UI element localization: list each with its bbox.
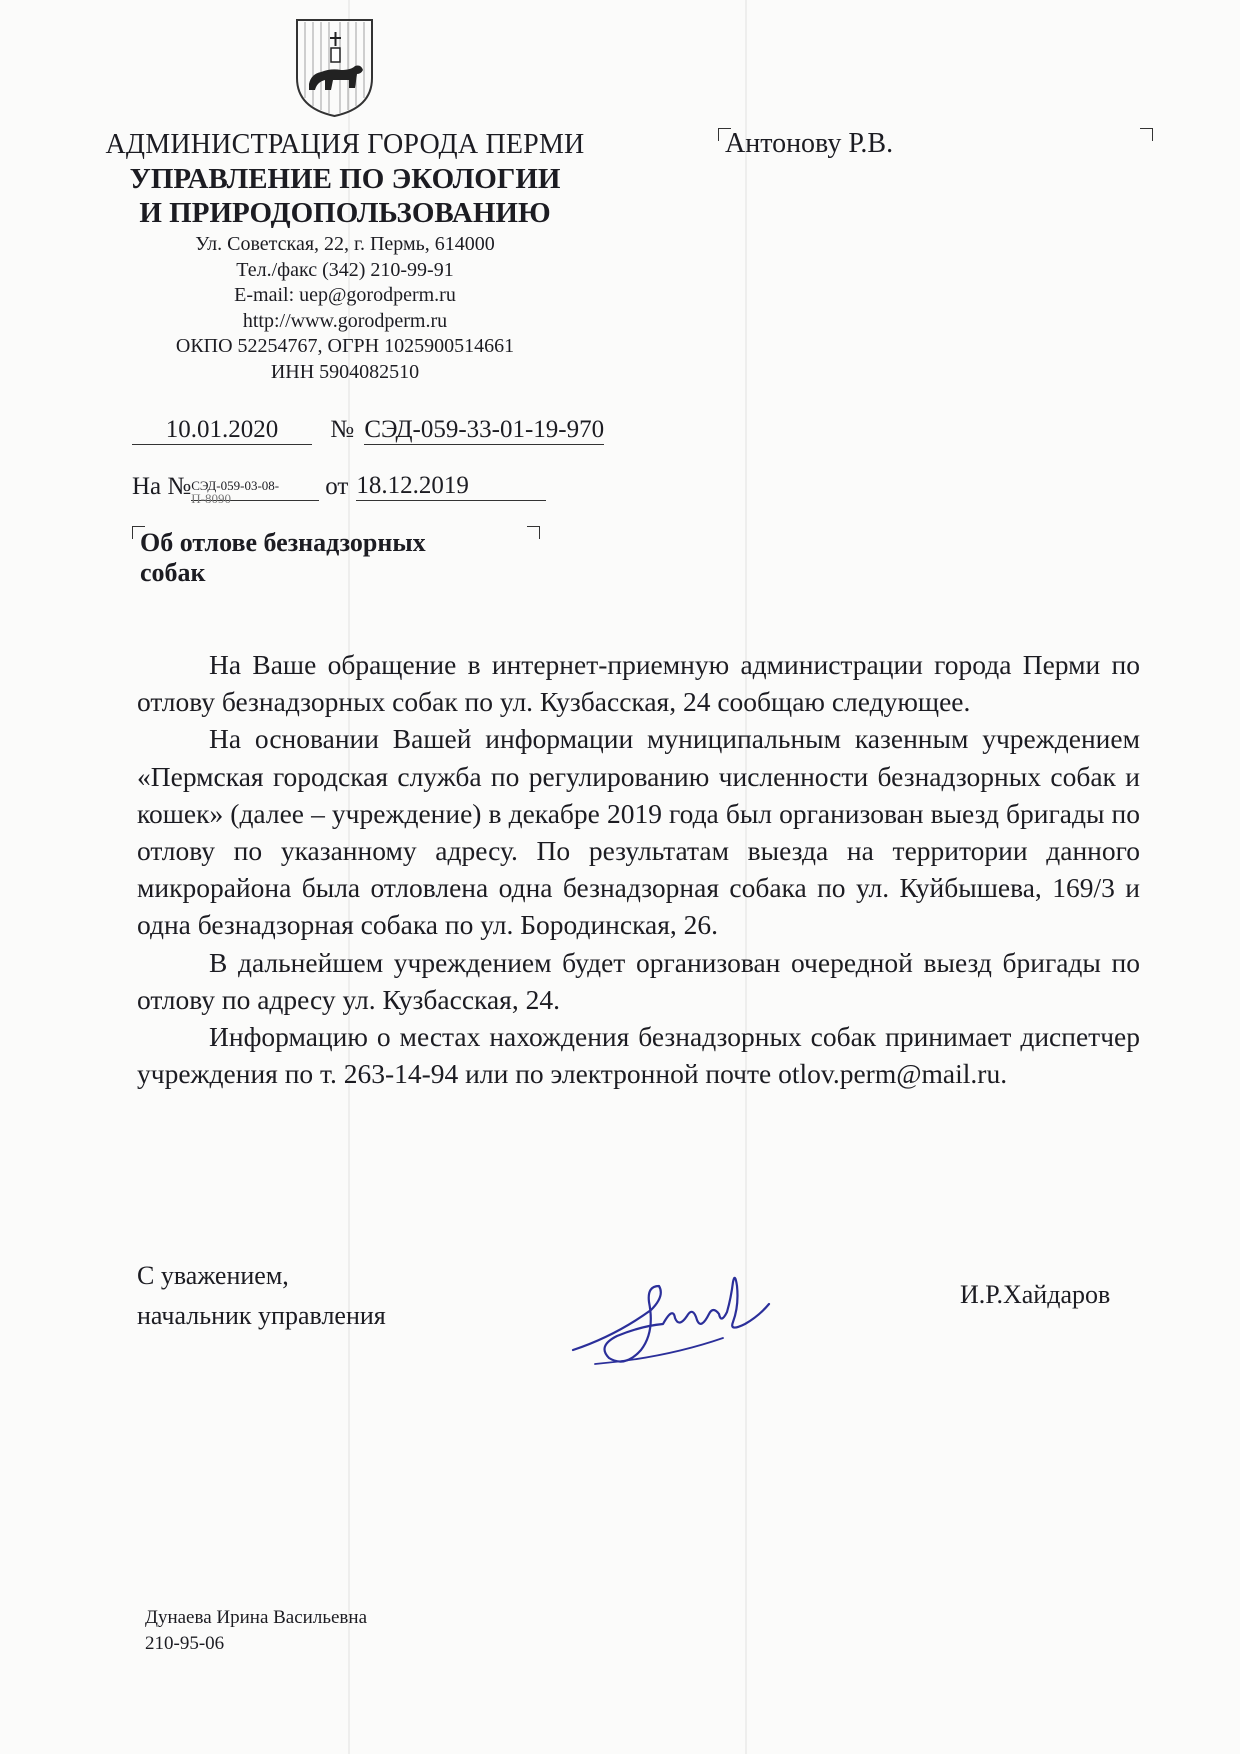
reply-number xyxy=(191,478,319,506)
registration-number: СЭД-059-33-01-19-970 xyxy=(364,416,605,443)
website: http://www.gorodperm.ru xyxy=(242,309,448,332)
letter-body xyxy=(137,646,1140,1092)
body-paragraph-4: Информацию о местах нахождения безнадзорных собак принимает диспетчер учреждения по т. 263-14-94 или по электронной почте otlov.perm@mail.ru. xyxy=(137,1021,1140,1090)
letterhead xyxy=(60,128,630,385)
subject xyxy=(140,528,426,588)
reply-number-line2: П-8090 xyxy=(191,491,231,506)
addressee: Антонову Р.В. xyxy=(725,128,894,159)
signer-position: начальник управления xyxy=(137,1301,386,1330)
executor-name: Дунаева Ирина Васильевна xyxy=(145,1607,367,1628)
department-title-line2: И ПРИРОДОПОЛЬЗОВАНИЮ xyxy=(139,197,551,229)
phone-fax: Тел./факс (342) 210-99-91 xyxy=(236,258,454,281)
reply-date: 18.12.2019 xyxy=(356,472,546,501)
body-paragraph-2: На основании Вашей информации муниципальным казенным учреждением «Пермская городская служба по регулированию численности безнадзорных собак и кошек» (далее – учреждение) в декабре 2019 года был организован выезд бригады по отлову по указанному адресу. По результатам выезда на территории данного микрорайона была отловлена одна безнадзорная собака по ул. Куйбышева, 169/3 и одна безнадзорная собака по ул. Бородинская, 26. xyxy=(137,723,1140,941)
registration-date: 10.01.2020 xyxy=(132,416,312,445)
inn: ИНН 5904082510 xyxy=(270,360,420,383)
body-paragraph-1: На Ваше обращение в интернет-приемную администрации города Перми по отлову безнадзорных собак по ул. Кузбасская, 24 сообщаю следующее. xyxy=(137,649,1140,718)
registration-row xyxy=(132,416,604,445)
subject-line2: собак xyxy=(140,558,206,587)
addressee-corner-mark xyxy=(1140,128,1153,141)
reply-number-line1: СЭД-059-03-08- xyxy=(191,478,280,493)
body-paragraph-3: В дальнейшем учреждением будет организован очередной выезд бригады по отлову по адресу ул. Кузбасская, 24. xyxy=(137,946,1140,1015)
subject-line1: Об отлове безнадзорных xyxy=(140,528,426,557)
from-word: от xyxy=(325,473,349,500)
subject-corner-mark xyxy=(527,526,540,539)
reply-prefix: На № xyxy=(132,473,192,500)
admin-title: АДМИНИСТРАЦИЯ ГОРОДА ПЕРМИ xyxy=(105,129,585,160)
closing-regards: С уважением, xyxy=(137,1261,289,1290)
okpo-ogrn: ОКПО 52254767, ОГРН 1025900514661 xyxy=(175,335,515,357)
signer-name: И.Р.Хайдаров xyxy=(960,1280,1111,1309)
department-title-line1: УПРАВЛЕНИЕ ПО ЭКОЛОГИИ xyxy=(129,163,561,195)
number-sign: № xyxy=(330,416,355,443)
handwritten-signature xyxy=(555,1240,785,1380)
address: Ул. Советская, 22, г. Пермь, 614000 xyxy=(195,233,495,255)
email: E-mail: uep@gorodperm.ru xyxy=(234,284,456,306)
executor-phone: 210-95-06 xyxy=(145,1633,225,1654)
coat-of-arms-emblem xyxy=(293,18,376,118)
reply-reference-row xyxy=(132,472,546,506)
closing xyxy=(137,1256,386,1336)
executor-info xyxy=(145,1605,367,1657)
